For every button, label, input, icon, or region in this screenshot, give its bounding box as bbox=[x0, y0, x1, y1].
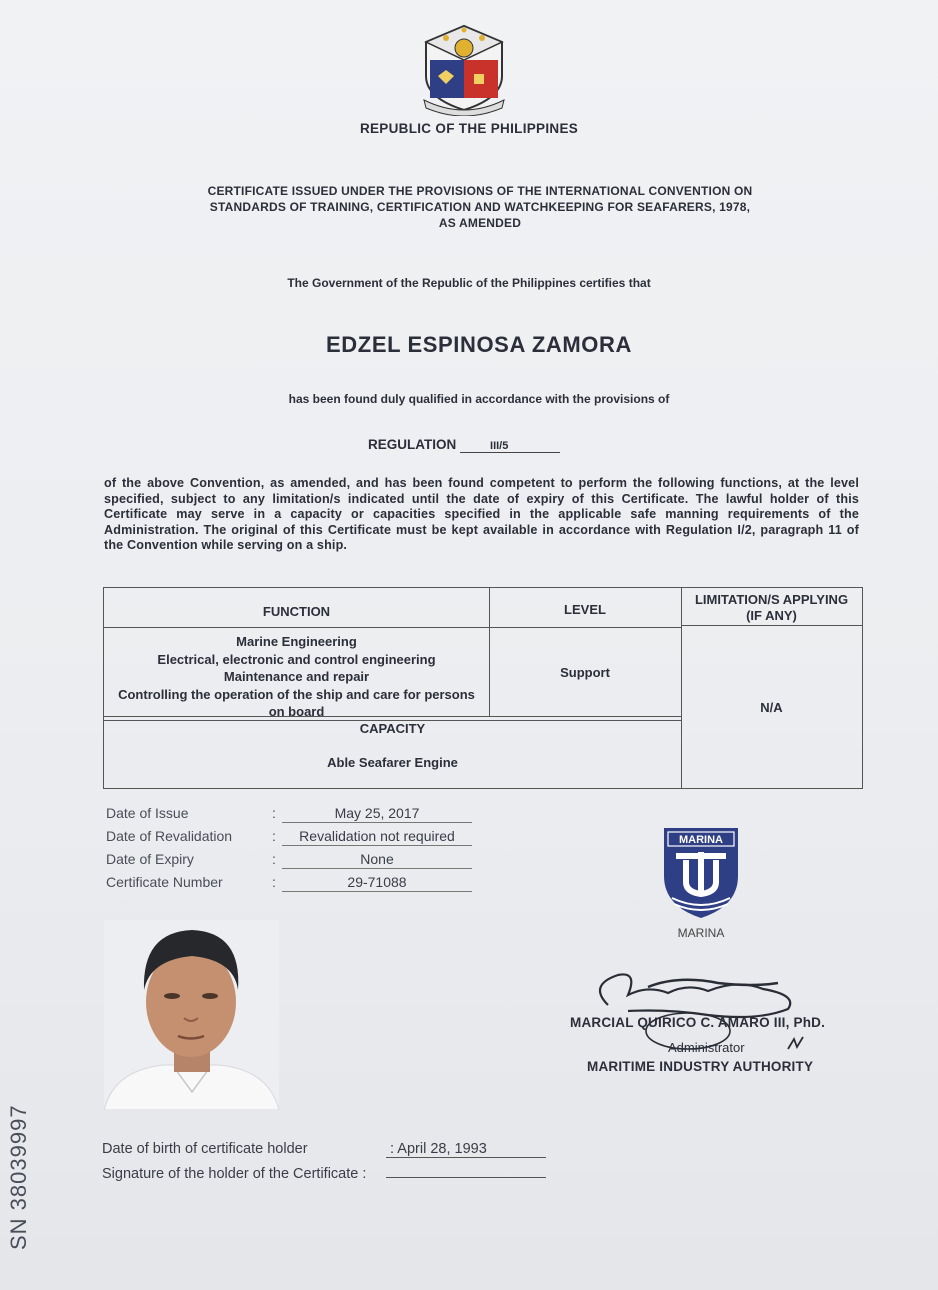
limitations-header: LIMITATION/S APPLYING (IF ANY) bbox=[694, 592, 849, 623]
signature-field bbox=[386, 1177, 546, 1178]
detail-value: 29-71088 bbox=[282, 874, 472, 892]
function-item: Controlling the operation of the ship and care for persons on board bbox=[118, 686, 475, 719]
certifies-text: The Government of the Republic of the Philippines certifies that bbox=[287, 276, 651, 290]
country-heading: REPUBLIC OF THE PHILIPPINES bbox=[359, 121, 579, 136]
limitations-value: N/A bbox=[760, 700, 783, 715]
level-header: LEVEL bbox=[564, 602, 606, 617]
dob-value: : April 28, 1993 bbox=[386, 1141, 546, 1158]
function-item: Maintenance and repair bbox=[223, 669, 370, 684]
certificate-heading: CERTIFICATE ISSUED UNDER THE PROVISIONS OF THE INTERNATIONAL CONVENTION ON STANDARDS OF TRAINING, CERTIFICATION AND WATCHKEEPING FOR SEAFARERS, 1978, AS AMENDED bbox=[207, 184, 753, 230]
qualified-text: has been found duly qualified in accordance with the provisions of bbox=[288, 392, 670, 406]
functions-list bbox=[104, 633, 489, 721]
signature-row bbox=[102, 1166, 546, 1182]
function-table bbox=[103, 587, 863, 789]
regulation-label: REGULATION bbox=[368, 437, 457, 452]
capacity-value: Able Seafarer Engine bbox=[327, 755, 458, 770]
authority-name: MARITIME INDUSTRY AUTHORITY bbox=[587, 1059, 814, 1074]
detail-label: Date of Expiry bbox=[106, 851, 194, 867]
dob-label: Date of birth of certificate holder bbox=[102, 1141, 308, 1157]
holder-name: EDZEL ESPINOSA ZAMORA bbox=[326, 332, 632, 357]
function-item: Marine Engineering bbox=[236, 634, 357, 649]
detail-label: Date of Revalidation bbox=[106, 828, 233, 844]
detail-value: None bbox=[282, 851, 472, 869]
function-item: Electrical, electronic and control engineering bbox=[157, 651, 436, 667]
regulation-line bbox=[368, 437, 560, 453]
regulation-value: III/5 bbox=[460, 440, 560, 453]
detail-value: Revalidation not required bbox=[282, 828, 472, 846]
official-title: Administrator bbox=[668, 1040, 745, 1055]
marina-logo-text: MARINA bbox=[679, 834, 723, 846]
capacity-header: CAPACITY bbox=[359, 721, 426, 736]
body-paragraph: of the above Convention, as amended, and has been found competent to perform the following functions, at the level specified, subject to any limitation/s indicated until the date of expiry of this Certificate. The lawful holder of this Certificate may serve in a capacity or capacities specified in the applicable safe manning requirements of the Administration. The original of this Certificate must be kept available in accordance with Regulation I/2, paragraph 11 of the Convention while serving on a ship. bbox=[104, 476, 859, 552]
certificate-page: REPUBLIC OF THE PHILIPPINES CERTIFICATE ISSUED UNDER THE PROVISIONS OF THE INTERNATIONAL CONVENTION ON STANDARDS OF TRAINING, CERTIFICATION AND WATCHKEEPING FOR SEAFARERS, 1978, AS AMENDED The Government of the Republic of the Philippines certifies that EDZEL ESPINOSA ZAMORA has been found duly qualified in accordance with the provisions of REGULATION III/5 of the above Convention, as amended, and has been found competent to perform the following functions, at the level specified, subject to any limitation/s indicated until the date of expiry of this Certificate. The lawful holder of this Certificate may serve in a capacity or capacities specified in the applicable safe manning requirements of the Administration. The original of this Certificate must be kept available in accordance with Regulation I/2, paragraph 11 of the Convention while serving on a ship. FUNCTION LEVEL LIMITATION/S APPLYING (IF ANY) Marine Engineering Electrical, electronic and control engineering Maintenance and repair Controlling the operation of the ship and care for persons on board Support N/A CAPACITY Able Seafarer Engine Date of Issue : May 25, 2017 Date of Revalidation : Revalidation not required Date of Expiry : None Certificate Number : 29-71088 MARINA MARINA MARCIAL QUIRICO C. AMARO III, PhD. Administrator MARITIME INDUSTRY AUTHORITY Date of birth of certificate holder : April 28, 1993 Signature of the holder of the Certificate : SN 38039997 bbox=[0, 0, 938, 1290]
dob-row bbox=[102, 1141, 546, 1158]
detail-label: Certificate Number bbox=[106, 874, 223, 890]
holder-photo bbox=[104, 920, 279, 1110]
detail-value: May 25, 2017 bbox=[282, 805, 472, 823]
function-header: FUNCTION bbox=[262, 604, 331, 619]
philippine-seal-icon bbox=[418, 20, 510, 116]
signature-label: Signature of the holder of the Certificate : bbox=[102, 1166, 367, 1182]
detail-label: Date of Issue bbox=[106, 805, 189, 821]
marina-caption: MARINA bbox=[677, 926, 725, 940]
marina-logo-icon bbox=[662, 826, 740, 920]
serial-number: SN 38039997 bbox=[6, 1104, 31, 1250]
level-value: Support bbox=[560, 665, 610, 680]
official-name: MARCIAL QUIRICO C. AMARO III, PhD. bbox=[570, 1015, 826, 1030]
